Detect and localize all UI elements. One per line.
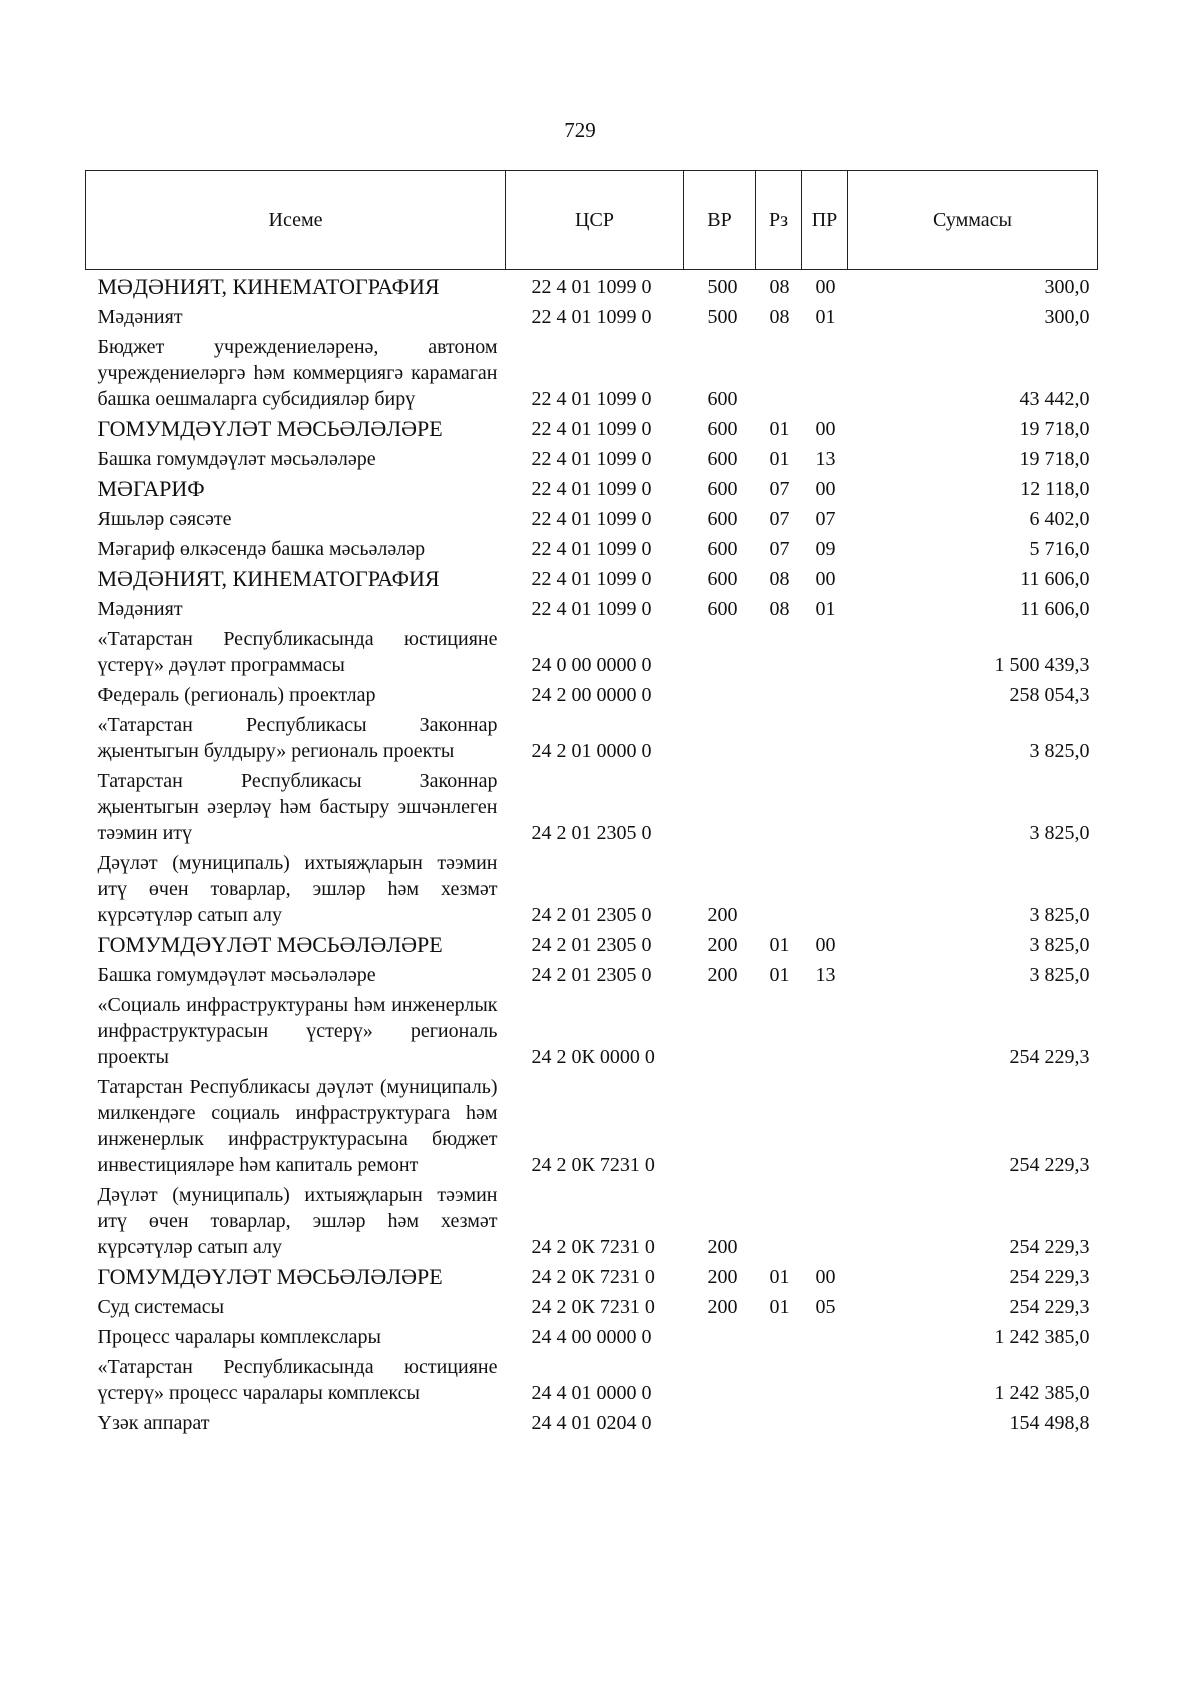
cell-sum: 3 825,0	[1029, 822, 1090, 844]
cell-sum: 3 825,0	[1029, 904, 1090, 926]
cell-name: Мәдәният	[97, 598, 183, 620]
cell-name: Процесс чаралары комплекслары	[97, 1326, 381, 1348]
cell-pr	[802, 1322, 848, 1352]
table-row	[86, 302, 1098, 332]
cell-name: Бюджет учреждениеләренә, автоном учреждениеләргә һәм коммерциягә карамаган башка оешмаларга субсидияләр бирү	[97, 336, 498, 410]
cell-name: «Татарстан Республикасында юстицияне үстерү» дәүләт программасы	[97, 628, 498, 676]
cell-vr: 200	[707, 1266, 738, 1288]
cell-name: ГОМУМДӘҮЛӘТ МӘСЬӘЛӘЛӘРЕ	[97, 932, 443, 957]
cell-vr: 200	[707, 904, 738, 926]
cell-rz	[756, 1180, 802, 1262]
cell-sum: 1 242 385,0	[994, 1326, 1090, 1348]
cell-pr: 00	[815, 568, 836, 590]
cell-csr: 24 2 0К 7231 0	[531, 1154, 655, 1176]
table-row	[86, 1262, 1098, 1292]
cell-vr	[684, 766, 756, 848]
cell-name: «Татарстан Республикасында юстицияне үстерү» процесс чаралары комплексы	[97, 1356, 498, 1404]
cell-rz	[756, 990, 802, 1072]
cell-name: Мәдәният	[97, 306, 183, 328]
cell-pr: 01	[815, 598, 836, 620]
cell-sum: 43 442,0	[1019, 388, 1090, 410]
cell-sum: 11 606,0	[1020, 568, 1090, 590]
table-row	[86, 564, 1098, 594]
cell-sum: 254 229,3	[1009, 1046, 1090, 1068]
cell-rz	[756, 1352, 802, 1408]
cell-name: Башка гомумдәүләт мәсьәләләре	[97, 448, 376, 470]
cell-csr: 24 2 01 2305 0	[531, 822, 652, 844]
cell-pr	[802, 680, 848, 710]
cell-vr: 200	[707, 1236, 738, 1258]
table-row	[86, 680, 1098, 710]
cell-rz: 01	[769, 418, 790, 440]
cell-name: Үзәк аппарат	[97, 1412, 210, 1434]
cell-csr: 24 2 01 2305 0	[531, 934, 652, 956]
cell-pr	[802, 332, 848, 414]
cell-pr	[802, 1180, 848, 1262]
cell-name: МӘДӘНИЯТ, КИНЕМАТОГРАФИЯ	[97, 274, 440, 299]
cell-sum: 19 718,0	[1019, 418, 1090, 440]
cell-rz: 08	[769, 568, 790, 590]
cell-pr	[802, 710, 848, 766]
table-row	[86, 624, 1098, 680]
cell-pr	[802, 1352, 848, 1408]
cell-pr: 13	[815, 964, 836, 986]
cell-name: ГОМУМДӘҮЛӘТ МӘСЬӘЛӘЛӘРЕ	[97, 1264, 443, 1289]
table-row	[86, 710, 1098, 766]
cell-vr	[684, 1072, 756, 1180]
table-header	[86, 171, 1098, 270]
cell-pr: 00	[815, 276, 836, 298]
cell-name: МӘГАРИФ	[97, 476, 205, 501]
cell-csr: 24 0 00 0000 0	[531, 654, 652, 676]
cell-csr: 22 4 01 1099 0	[531, 598, 652, 620]
cell-sum: 3 825,0	[1029, 740, 1090, 762]
cell-rz: 01	[769, 934, 790, 956]
table-row	[86, 474, 1098, 504]
header-row	[86, 171, 1098, 270]
budget-table	[85, 170, 1098, 1438]
page-number: 729	[564, 118, 596, 142]
cell-vr	[684, 1352, 756, 1408]
header-rz: Рз	[756, 171, 802, 270]
cell-rz: 07	[769, 508, 790, 530]
cell-pr: 01	[815, 306, 836, 328]
cell-csr: 22 4 01 1099 0	[531, 276, 652, 298]
cell-pr: 00	[815, 418, 836, 440]
cell-csr: 22 4 01 1099 0	[531, 568, 652, 590]
cell-rz: 08	[769, 598, 790, 620]
cell-name: Мәгариф өлкәсендә башка мәсьәләләр	[97, 538, 426, 560]
cell-vr	[684, 1322, 756, 1352]
table-row	[86, 1072, 1098, 1180]
table-row	[86, 270, 1098, 303]
cell-rz: 01	[769, 1296, 790, 1318]
cell-rz: 08	[769, 276, 790, 298]
cell-rz	[756, 848, 802, 930]
cell-pr: 07	[815, 508, 836, 530]
cell-sum: 254 229,3	[1009, 1296, 1090, 1318]
table-row	[86, 1292, 1098, 1322]
cell-csr: 22 4 01 1099 0	[531, 306, 652, 328]
cell-rz	[756, 1408, 802, 1438]
table-row	[86, 1352, 1098, 1408]
cell-pr: 00	[815, 934, 836, 956]
header-name: Исеме	[86, 171, 506, 270]
cell-csr: 24 4 01 0204 0	[531, 1412, 652, 1434]
cell-sum: 300,0	[1044, 306, 1090, 328]
cell-pr	[802, 624, 848, 680]
cell-rz	[756, 1072, 802, 1180]
table-row	[86, 444, 1098, 474]
cell-sum: 11 606,0	[1020, 598, 1090, 620]
cell-csr: 22 4 01 1099 0	[531, 448, 652, 470]
cell-rz: 08	[769, 306, 790, 328]
cell-sum: 19 718,0	[1019, 448, 1090, 470]
cell-name: Башка гомумдәүләт мәсьәләләре	[97, 964, 376, 986]
table-body	[86, 270, 1098, 1439]
cell-csr: 24 2 00 0000 0	[531, 684, 652, 706]
cell-name: Федераль (региональ) проектлар	[97, 684, 376, 706]
cell-name: МӘДӘНИЯТ, КИНЕМАТОГРАФИЯ	[97, 566, 440, 591]
cell-vr: 600	[707, 448, 738, 470]
table-row	[86, 1180, 1098, 1262]
cell-name: Яшьләр сәясәте	[97, 508, 232, 530]
cell-vr: 600	[707, 508, 738, 530]
cell-vr	[684, 624, 756, 680]
cell-vr: 200	[707, 1296, 738, 1318]
table-row	[86, 1408, 1098, 1438]
cell-vr: 500	[707, 276, 738, 298]
header-sum: Суммасы	[848, 171, 1098, 270]
cell-csr: 22 4 01 1099 0	[531, 478, 652, 500]
cell-sum: 254 229,3	[1009, 1266, 1090, 1288]
cell-csr: 24 4 00 0000 0	[531, 1326, 652, 1348]
cell-csr: 24 2 0К 7231 0	[531, 1236, 655, 1258]
cell-sum: 1 500 439,3	[994, 654, 1090, 676]
cell-rz	[756, 710, 802, 766]
cell-vr: 200	[707, 964, 738, 986]
cell-name: Дәүләт (муниципаль) ихтыяҗларын тәэмин итү өчен товарлар, эшләр һәм хезмәт күрсәтүләр сатып алу	[97, 852, 498, 926]
table-row	[86, 990, 1098, 1072]
cell-pr: 05	[815, 1296, 836, 1318]
cell-rz: 07	[769, 538, 790, 560]
table-row	[86, 960, 1098, 990]
cell-vr: 600	[707, 598, 738, 620]
cell-pr	[802, 848, 848, 930]
cell-csr: 24 2 0К 7231 0	[531, 1296, 655, 1318]
cell-rz	[756, 332, 802, 414]
header-vr: ВР	[684, 171, 756, 270]
cell-name: Татарстан Республикасы дәүләт (муниципаль) милкендәге социаль инфраструктурага һәм инженерлык инфраструктурасына бюджет инвестицияләре һәм капиталь ремонт	[97, 1076, 498, 1176]
table-row	[86, 848, 1098, 930]
cell-name: Суд системасы	[97, 1296, 225, 1318]
table-row	[86, 332, 1098, 414]
cell-pr: 09	[815, 538, 836, 560]
cell-name: ГОМУМДӘҮЛӘТ МӘСЬӘЛӘЛӘРЕ	[97, 416, 443, 441]
cell-rz: 01	[769, 964, 790, 986]
cell-csr: 22 4 01 1099 0	[531, 508, 652, 530]
cell-pr: 00	[815, 1266, 836, 1288]
cell-pr	[802, 990, 848, 1072]
cell-vr: 600	[707, 568, 738, 590]
table-row	[86, 594, 1098, 624]
cell-vr: 600	[707, 388, 738, 410]
cell-name: «Социаль инфраструктураны һәм инженерлык инфраструктурасын үстерү» региональ проекты	[97, 994, 498, 1068]
header-pr: ПР	[802, 171, 848, 270]
cell-vr: 600	[707, 418, 738, 440]
cell-pr	[802, 1408, 848, 1438]
header-csr: ЦСР	[506, 171, 684, 270]
cell-rz	[756, 624, 802, 680]
cell-rz	[756, 766, 802, 848]
cell-name: Дәүләт (муниципаль) ихтыяҗларын тәэмин итү өчен товарлар, эшләр һәм хезмәт күрсәтүләр сатып алу	[97, 1184, 498, 1258]
cell-rz: 01	[769, 448, 790, 470]
cell-pr	[802, 1072, 848, 1180]
cell-vr: 600	[707, 538, 738, 560]
table-row	[86, 414, 1098, 444]
table-row	[86, 930, 1098, 960]
cell-sum: 3 825,0	[1029, 964, 1090, 986]
cell-sum: 154 498,8	[1009, 1412, 1090, 1434]
cell-sum: 5 716,0	[1029, 538, 1090, 560]
cell-vr	[684, 990, 756, 1072]
cell-csr: 22 4 01 1099 0	[531, 388, 652, 410]
cell-vr	[684, 1408, 756, 1438]
cell-sum: 6 402,0	[1029, 508, 1090, 530]
cell-name: «Татарстан Республикасы Законнар җыентыгын булдыру» региональ проекты	[97, 714, 498, 762]
cell-vr	[684, 680, 756, 710]
cell-pr: 13	[815, 448, 836, 470]
cell-pr: 00	[815, 478, 836, 500]
cell-csr: 24 2 01 2305 0	[531, 904, 652, 926]
cell-csr: 24 2 01 0000 0	[531, 740, 652, 762]
cell-pr	[802, 766, 848, 848]
table-row	[86, 504, 1098, 534]
cell-vr	[684, 710, 756, 766]
cell-csr: 24 2 0К 0000 0	[531, 1046, 655, 1068]
table-row	[86, 1322, 1098, 1352]
table-row	[86, 766, 1098, 848]
cell-sum: 254 229,3	[1009, 1236, 1090, 1258]
cell-vr: 600	[707, 478, 738, 500]
cell-vr: 500	[707, 306, 738, 328]
cell-csr: 22 4 01 1099 0	[531, 418, 652, 440]
cell-vr: 200	[707, 934, 738, 956]
cell-csr: 24 2 0К 7231 0	[531, 1266, 655, 1288]
cell-rz	[756, 680, 802, 710]
cell-sum: 254 229,3	[1009, 1154, 1090, 1176]
cell-sum: 300,0	[1044, 276, 1090, 298]
table-row	[86, 534, 1098, 564]
cell-rz: 07	[769, 478, 790, 500]
cell-sum: 3 825,0	[1029, 934, 1090, 956]
cell-csr: 22 4 01 1099 0	[531, 538, 652, 560]
cell-sum: 12 118,0	[1020, 478, 1090, 500]
cell-rz: 01	[769, 1266, 790, 1288]
cell-rz	[756, 1322, 802, 1352]
cell-sum: 258 054,3	[1009, 684, 1090, 706]
cell-csr: 24 2 01 2305 0	[531, 964, 652, 986]
cell-name: Татарстан Республикасы Законнар җыентыгын әзерләү һәм бастыру эшчәнлеген тәэмин итү	[97, 770, 498, 844]
cell-sum: 1 242 385,0	[994, 1382, 1090, 1404]
cell-csr: 24 4 01 0000 0	[531, 1382, 652, 1404]
